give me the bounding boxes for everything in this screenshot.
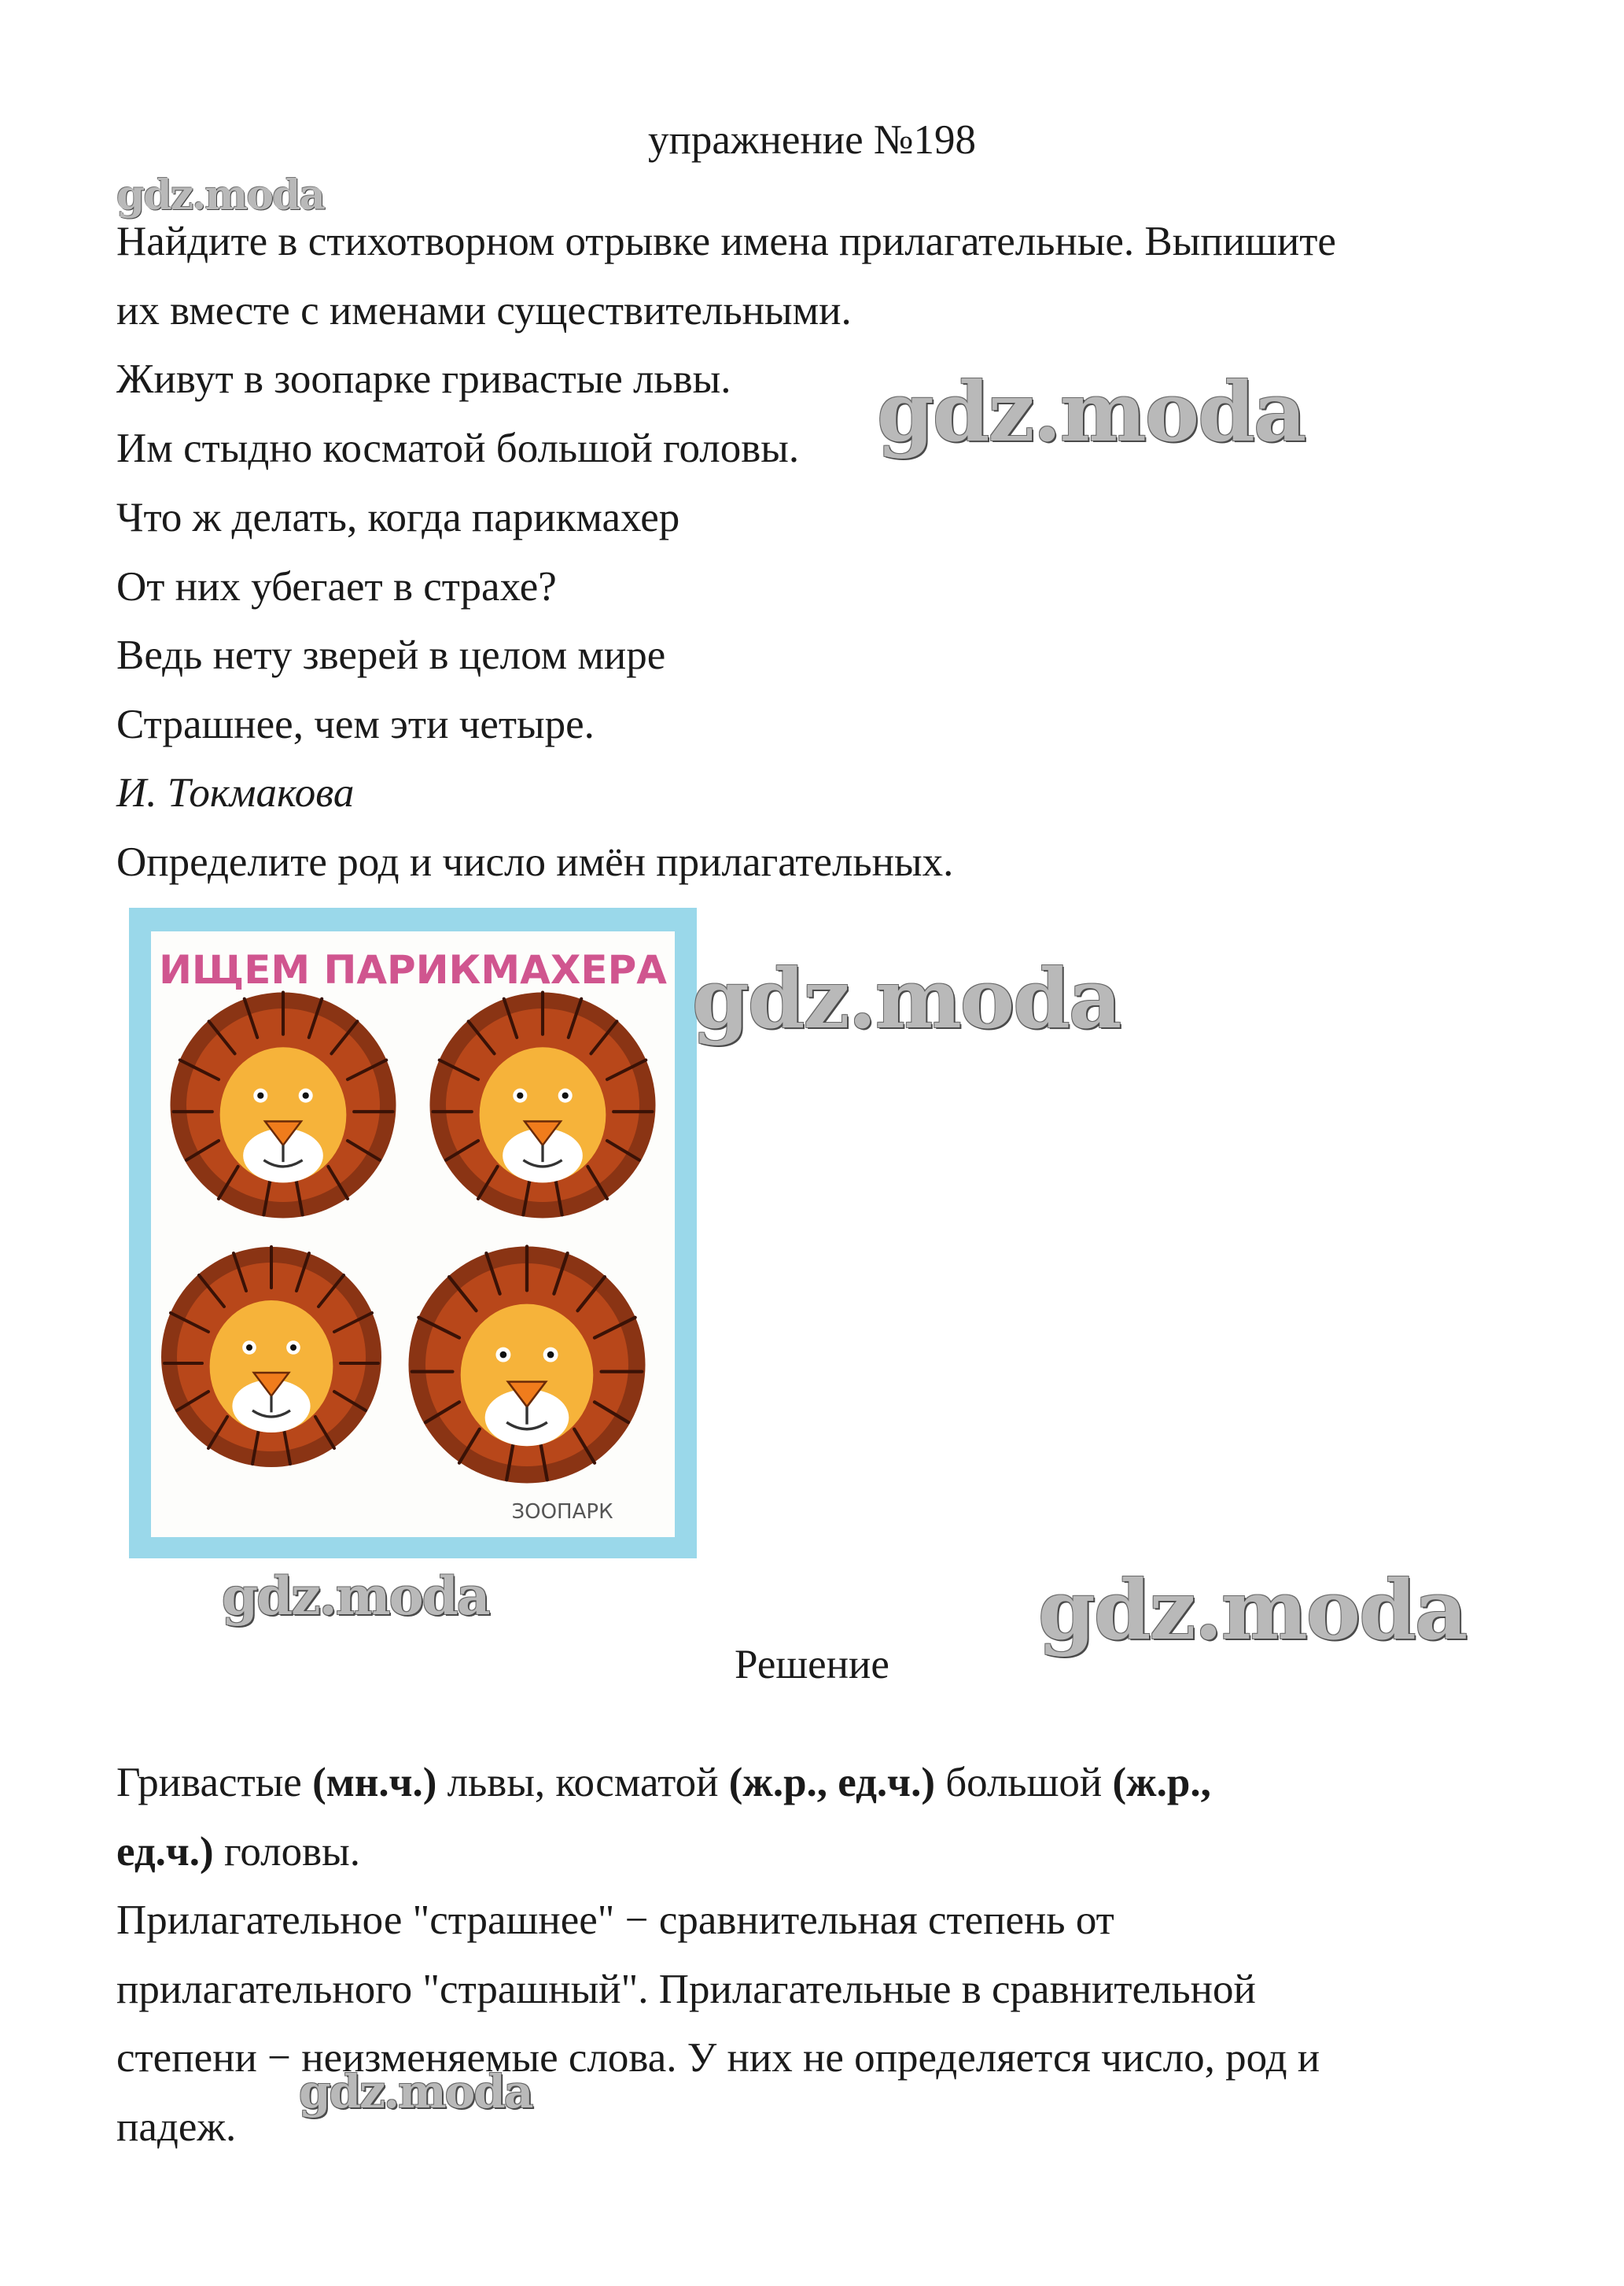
solution-line-1 [116,1759,1211,1806]
poem-author: И. Токмакова [116,770,355,816]
solution-paragraph-line: степени − неизменяемые слова. У них не определяется число, род и [116,2035,1320,2081]
solution-paragraph-line: падеж. [116,2104,237,2150]
poem-line: От них убегает в страхе? [116,564,557,610]
answer-tag: ед.ч.) [116,1829,214,1875]
solution-paragraph-line: Прилагательное "страшнее" − сравнительная степень от [116,1897,1114,1943]
watermark: gdz.moda [299,2065,532,2118]
poem-line: Ведь нету зверей в целом мире [116,632,666,678]
watermark: gdz.moda [222,1565,489,1627]
watermark: gdz.moda [877,363,1305,460]
solution-line-2 [116,1828,360,1875]
poem-line: Что ж делать, когда парикмахер [116,495,680,540]
answer-word: головы. [223,1829,360,1875]
answer-tag: (мн.ч.) [312,1760,437,1805]
task-instruction-line-1: Найдите в стихотворном отрывке имена прилагательные. Выпишите [116,219,1336,264]
solution-heading: Решение [735,1642,889,1687]
answer-word: большой [945,1760,1103,1805]
watermark: gdz.moda [1038,1561,1467,1658]
poem-line: Страшнее, чем эти четыре. [116,702,595,747]
poem-line: Живут в зоопарке гривастые львы. [116,356,731,402]
illustration-signature: ЗООПАРК [511,1500,613,1524]
watermark: gdz.moda [116,171,325,219]
solution-paragraph-line: прилагательного "страшный". Прилагательные в сравнительной [116,1967,1256,2012]
task-instruction-line-2: их вместе с именами существительными. [116,288,852,334]
task-question: Определите род и число имён прилагательных. [116,839,954,885]
answer-tag: (ж.р., ед.ч.) [728,1760,935,1805]
answer-word: Гривастые [116,1760,302,1805]
watermark: gdz.moda [692,950,1121,1047]
lions-illustration [126,905,700,1561]
answer-word: львы, косматой [447,1760,719,1805]
exercise-title: упражнение №198 [648,117,976,163]
poem-line: Им стыдно косматой большой головы. [116,426,800,471]
illustration-caption: ИЩЕМ ПАРИКМАХЕРА [159,947,667,993]
answer-tag: (ж.р., [1112,1760,1211,1805]
